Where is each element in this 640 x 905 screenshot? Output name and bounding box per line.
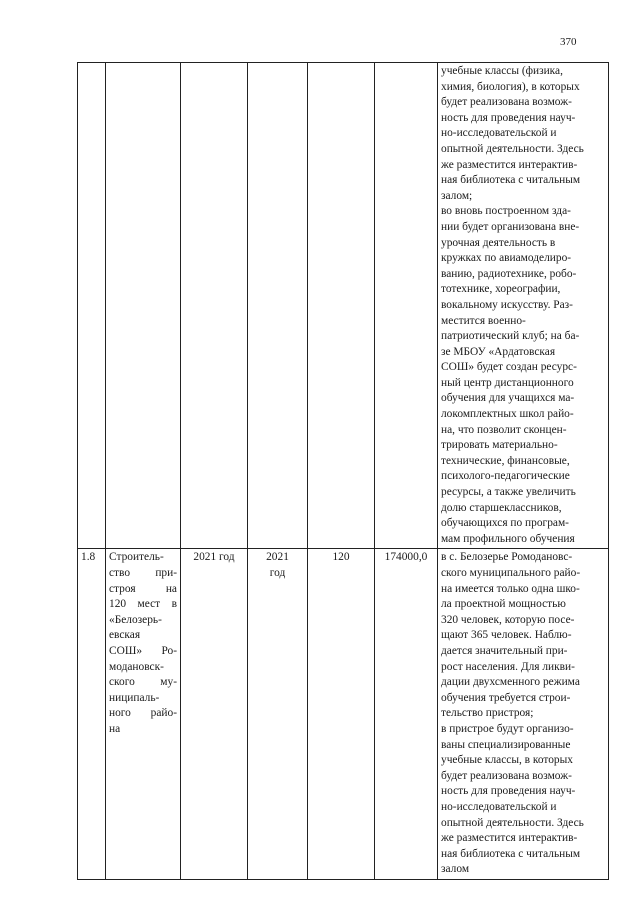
description-line: тельство пристроя;: [441, 707, 534, 720]
description-line: ность для проведения науч-: [441, 785, 576, 798]
description-line: рост населения. Для ликви-: [441, 660, 575, 673]
start-year-cell: 2021 год: [181, 549, 248, 879]
project-name-line: 120 мест в: [109, 598, 177, 611]
project-name-cell: [106, 549, 181, 879]
description-line: трировать материально-: [441, 439, 558, 452]
description-line: обучения требуется строи-: [441, 691, 571, 704]
description-line: СОШ» будет создан ресурс-: [441, 361, 577, 374]
description-line: же разместится интерактив-: [441, 832, 578, 845]
description-line: вокальному искусству. Раз-: [441, 298, 573, 311]
capacity-cell: 120: [308, 549, 375, 879]
description-line: ная библиотека с читальным: [441, 174, 581, 187]
description-line: опытной деятельности. Здесь: [441, 816, 584, 829]
description-line: мам профильного обучения: [441, 532, 575, 545]
description-line: ского муниципального райо-: [441, 567, 581, 579]
description-line: в с. Белозерье Ромодановс-: [441, 551, 573, 564]
description-line: дается значительный при-: [441, 644, 568, 657]
table-row: [78, 63, 609, 549]
description-line: нии будет организована вне-: [441, 220, 580, 233]
page-number: 370: [560, 36, 577, 48]
project-name-cell: [106, 63, 181, 549]
project-name-line: ство при-: [109, 567, 177, 579]
description-line: щают 365 человек. Наблю-: [441, 629, 572, 642]
description-line: долю старшеклассников,: [441, 501, 562, 514]
description-line: урочная деятельность в: [441, 236, 556, 249]
cost-cell: 174000,0: [375, 549, 438, 879]
project-name-line: модановск-: [109, 660, 164, 673]
projects-table: [77, 62, 609, 880]
description-line: ла проектной мощностью: [441, 598, 566, 611]
project-name-line: «Белозерь-: [109, 613, 162, 626]
table-row: [78, 549, 609, 879]
description-line: локомплектных школ райо-: [441, 408, 574, 421]
description-cell: [438, 549, 609, 879]
row-number-cell: [78, 63, 106, 549]
description-line: обучающихся по програм-: [441, 517, 569, 530]
capacity-cell: [308, 63, 375, 549]
description-line: патриотический клуб; на ба-: [441, 330, 580, 343]
description-line: ресурсы, а также увеличить: [441, 486, 576, 499]
description-line: на имеется только одна шко-: [441, 582, 580, 595]
description-line: дации двухсменного режима: [441, 676, 580, 689]
description-line: зе МБОУ «Ардатовская: [441, 345, 556, 358]
project-name-line: на: [109, 722, 121, 735]
description-line: ный центр дистанционного: [441, 376, 574, 389]
description-line: во вновь построенном зда-: [441, 205, 571, 218]
project-name-line: строя на: [109, 582, 177, 595]
description-line: ваны специализированные: [441, 738, 571, 751]
start-year-cell: [181, 63, 248, 549]
description-line: в пристрое будут организо-: [441, 722, 574, 735]
description-line: кружках по авиамоделиро-: [441, 252, 572, 265]
description-line: ванию, радиотехнике, робо-: [441, 267, 577, 280]
end-year-line: 2021: [266, 551, 289, 564]
description-line: залом;: [441, 189, 473, 202]
description-line: ная библиотека с читальным: [441, 847, 581, 860]
description-line: но-исследовательской и: [441, 127, 557, 140]
description-line: опытной деятельности. Здесь: [441, 142, 584, 155]
description-line: но-исследовательской и: [441, 800, 557, 813]
description-line: тотехнике, хореографии,: [441, 283, 561, 296]
description-line: технические, финансовые,: [441, 454, 570, 467]
description-cell: [438, 63, 609, 549]
project-name-line: СОШ» Ро-: [109, 644, 177, 657]
description-line: ность для проведения науч-: [441, 111, 576, 124]
end-year-line: год: [269, 567, 286, 579]
description-line: залом: [441, 863, 470, 876]
description-line: 320 человек, которую посе-: [441, 613, 575, 626]
project-name-line: ного райо-: [109, 707, 177, 720]
description-line: учебные классы (физика,: [441, 65, 563, 77]
end-year-cell: [248, 549, 308, 879]
description-line: будет реализована возмож-: [441, 769, 572, 782]
description-line: обучения для учащихся ма-: [441, 392, 575, 405]
description-line: учебные классы, в которых: [441, 754, 573, 767]
project-name-line: евская: [109, 629, 141, 642]
description-line: психолого-педагогические: [441, 470, 570, 483]
cost-cell: [375, 63, 438, 549]
project-name-line: ского му-: [109, 676, 177, 689]
project-name-line: Строитель-: [109, 551, 164, 564]
project-name-line: ниципаль-: [109, 691, 160, 704]
description-line: химия, биология), в которых: [441, 80, 580, 93]
end-year-cell: [248, 63, 308, 549]
description-line: местится военно-: [441, 314, 526, 327]
description-line: будет реализована возмож-: [441, 96, 572, 109]
description-line: же разместится интерактив-: [441, 158, 578, 171]
row-number-cell: 1.8: [78, 549, 106, 879]
description-line: на, что позволит сконцен-: [441, 423, 567, 436]
